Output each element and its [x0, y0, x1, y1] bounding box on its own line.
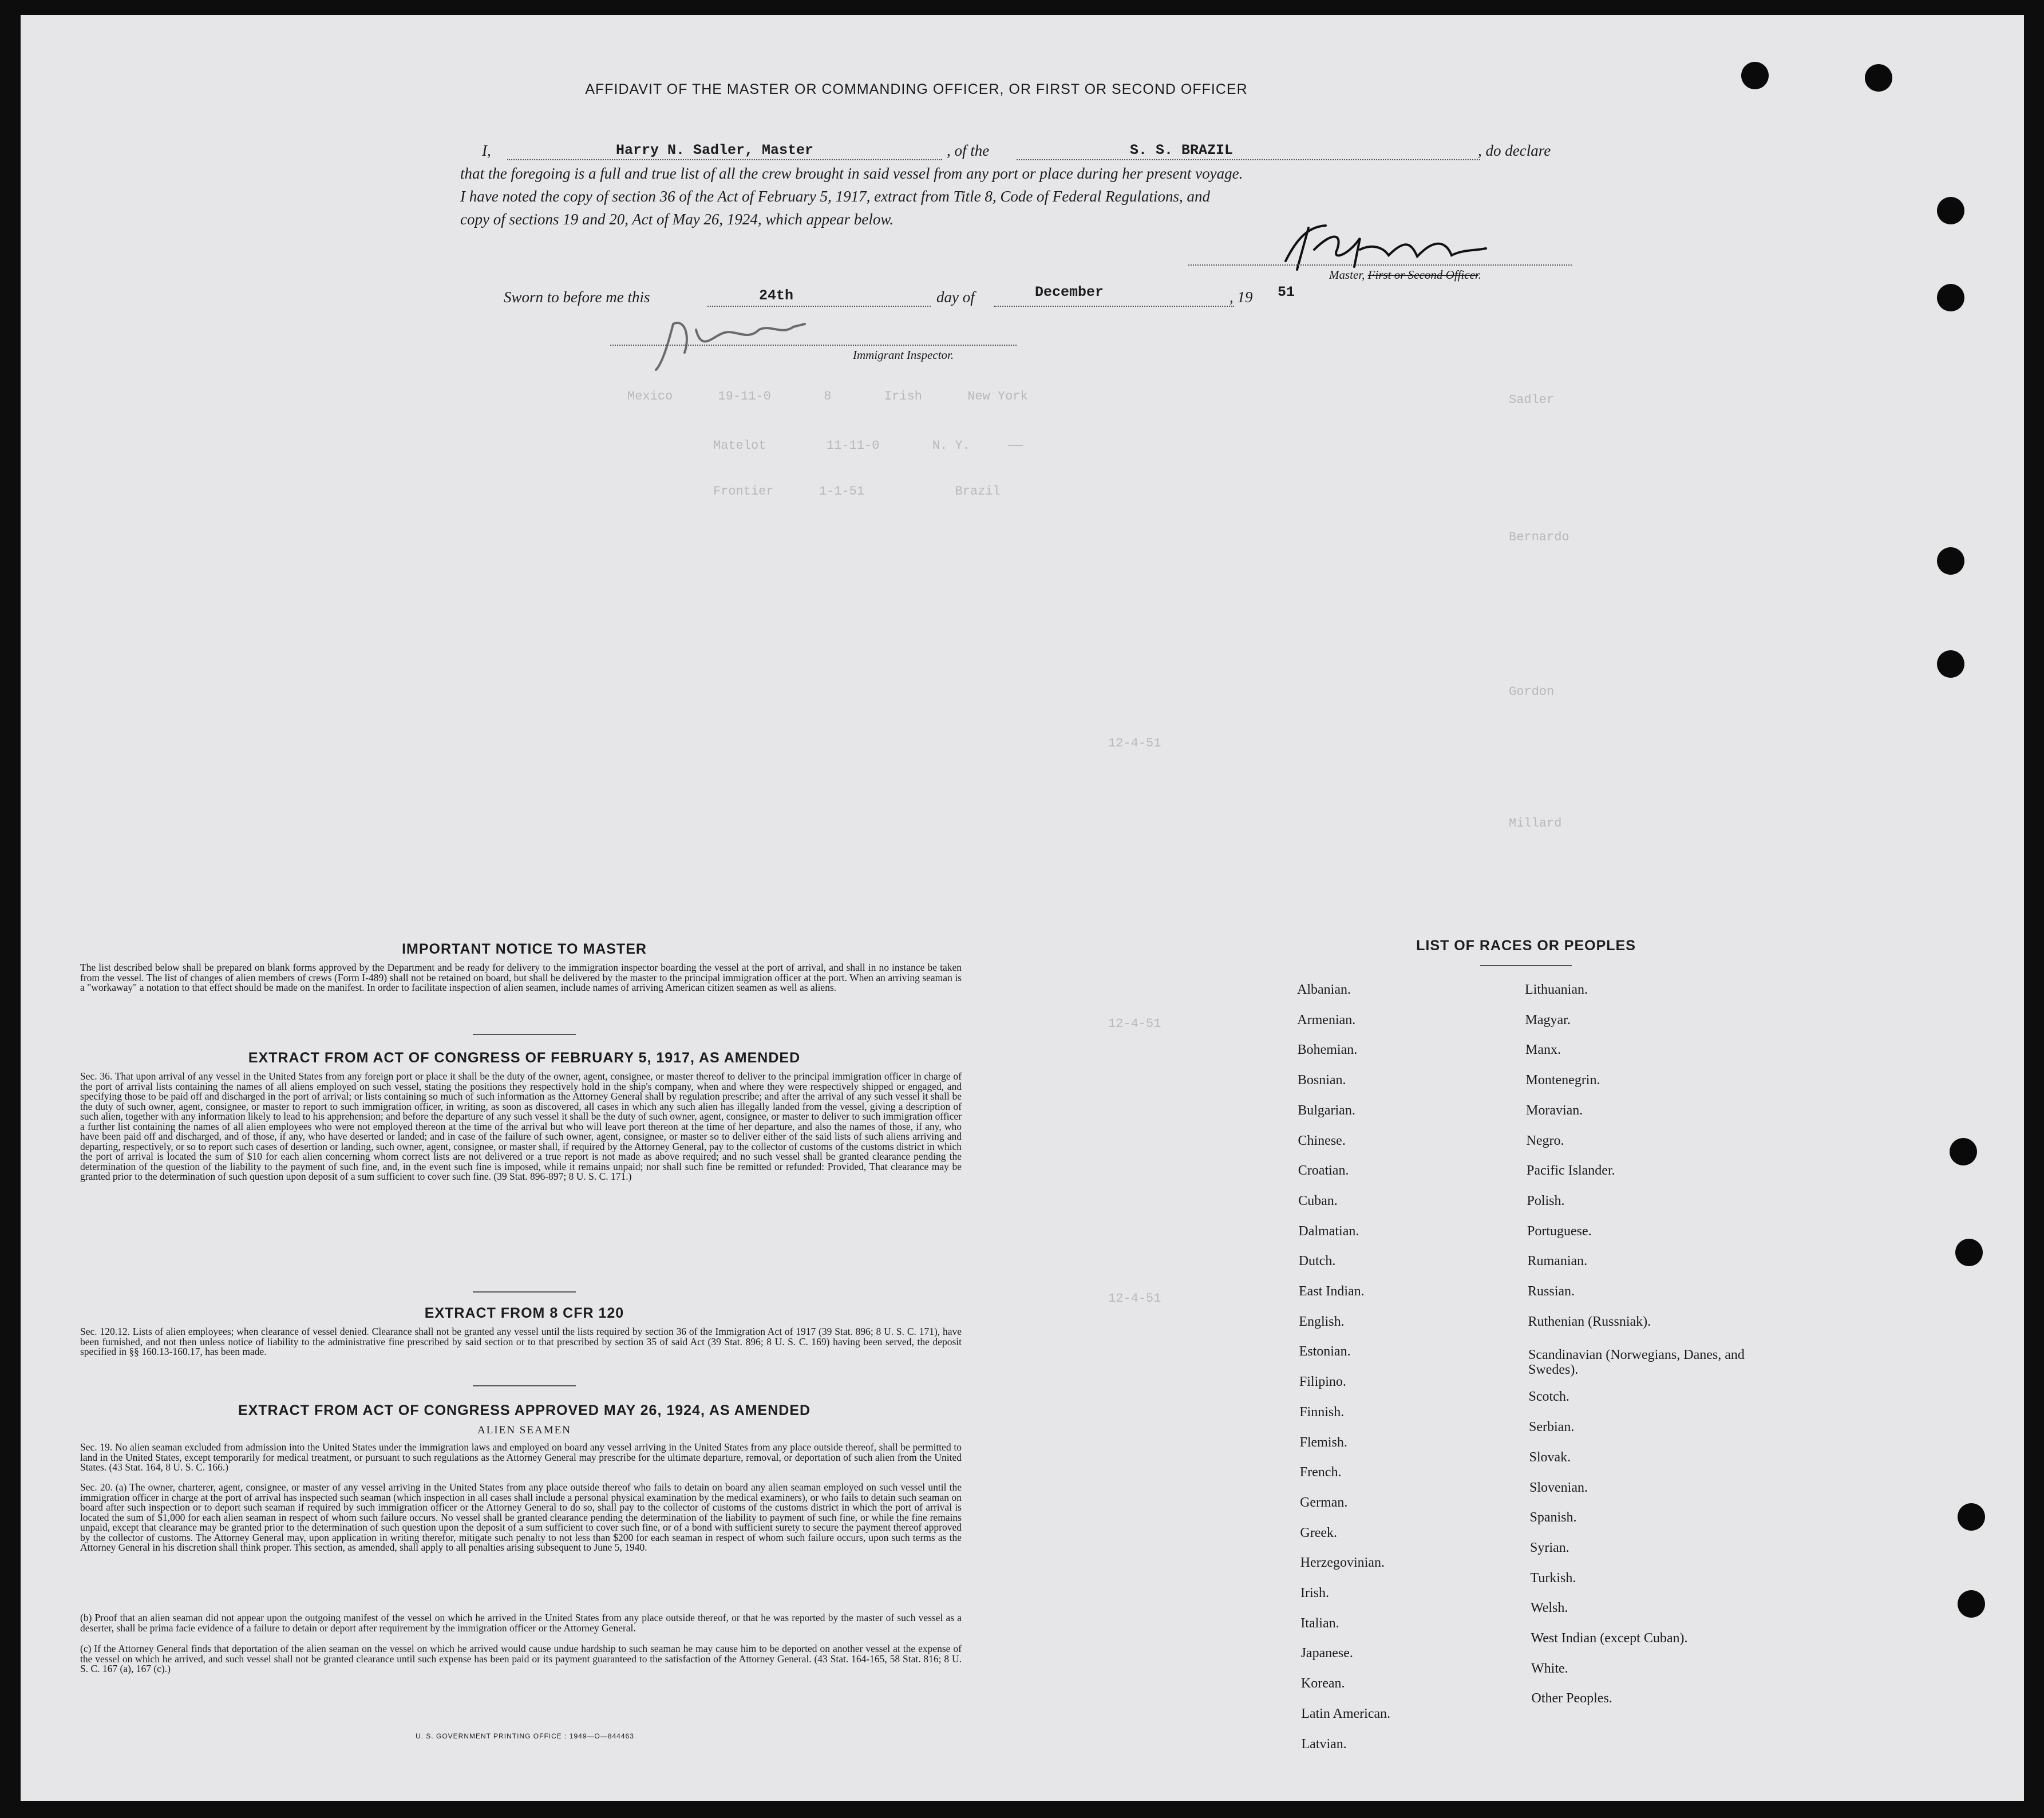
bleed-through-text: Sadler: [1509, 393, 1555, 407]
document-page: [21, 15, 2024, 1801]
race-item: Irish.: [1300, 1586, 1329, 1600]
race-item: Spanish.: [1529, 1510, 1577, 1525]
race-item: Cuban.: [1298, 1193, 1338, 1208]
race-item: Estonian.: [1299, 1344, 1351, 1359]
race-item: English.: [1299, 1314, 1345, 1329]
race-item: Latin American.: [1301, 1706, 1391, 1721]
extract-1924-title: EXTRACT FROM ACT OF CONGRESS APPROVED MAY 26, 1924, AS AMENDED: [238, 1402, 811, 1418]
notice-text: The list described below shall be prepared on blank forms approved by the Department and be ready for delivery to the immigration inspector boarding the vessel at the port of arrival, and shall in no instance be taken from the vessel. The list of changes of alien members of crews (Form I-489) shall not be retained on board, but shall be delivered by the master to the principal immigration officer at the port. When an arriving seaman is a "workaway" a notation to that effect should be made on the manifest. In order to facilitate inspection of alien seamen, include names of arriving American citizen seamen as well as aliens.: [80, 962, 962, 993]
race-item: Lithuanian.: [1525, 982, 1588, 997]
race-item: Portuguese.: [1527, 1223, 1592, 1239]
race-item: Italian.: [1300, 1615, 1339, 1631]
affidavit-heading: AFFIDAVIT OF THE MASTER OR COMMANDING OFFICER, OR FIRST OR SECOND OFFICER: [585, 81, 1248, 97]
sworn-day: 24th: [759, 287, 794, 304]
sworn-label: Sworn to before me this: [504, 288, 650, 306]
sec19-text: Sec. 19. No alien seaman excluded from admission into the United States under the immigration laws and employed on board any vessel arriving in the United States from any place outside thereof, shall be permitted to land in the United States, except temporarily for medical treatment, or pursuant to such regulations as the Attorney General may prescribe for the ultimate departure, removal, or deportation of such alien from the United States. (43 Stat. 164, 8 U. S. C. 166.): [80, 1441, 962, 1473]
affidavit-text-line3: I have noted the copy of section 36 of the Act of February 5, 1917, extract from Title 8, Code of Federal Regulations, and: [460, 188, 1211, 205]
race-item: Magyar.: [1525, 1012, 1571, 1027]
sec20b-text: (b) Proof that an alien seaman did not appear upon the outgoing manifest of the vessel on which he arrived in the United States from any place outside thereof, or that he was reported by the master of such vessel as a deserter, shall be prima facie evidence of a failure to detain or deport after requirement by the immigration officer or the Attorney General.: [80, 1612, 962, 1634]
master-period: .: [1478, 268, 1481, 282]
race-item: Negro.: [1526, 1133, 1564, 1148]
race-item: White.: [1531, 1661, 1568, 1676]
section-divider: [473, 1385, 576, 1386]
race-item: Korean.: [1300, 1676, 1345, 1691]
race-item: Turkish.: [1530, 1570, 1576, 1586]
race-item: Greek.: [1300, 1525, 1338, 1540]
master-title-label: [1329, 268, 1481, 282]
race-item: East Indian.: [1299, 1284, 1365, 1299]
bleed-through-text: 12-4-51: [1108, 1017, 1161, 1031]
race-item: Albanian.: [1297, 982, 1351, 997]
race-item: Russian.: [1528, 1284, 1575, 1299]
bleed-through-text: Gordon: [1509, 685, 1555, 699]
race-item: Chinese.: [1298, 1133, 1346, 1148]
affidavit-text-line2: that the foregoing is a full and true list of all the crew brought in said vessel from any port or place during her present voyage.: [460, 165, 1243, 182]
race-item: Moravian.: [1526, 1102, 1583, 1118]
race-item: Other Peoples.: [1531, 1691, 1612, 1706]
affidavit-text-line4: copy of sections 19 and 20, Act of May 26, 1924, which appear below.: [460, 211, 894, 228]
race-item: Pacific Islander.: [1527, 1163, 1615, 1179]
extract-1917-text: Sec. 36. That upon arrival of any vessel in the United States from any foreign port or place it shall be the duty of the owner, agent, consignee, or master thereof to deliver to the principal immigration officer in charge of the port of arrival lists containing the names of all aliens employed on such vessel, stating the positions they respectively hold in the ship's company, when and where they were respectively shipped or engaged, and specifying those to be paid off and discharged in the port of arrival; or lists containing so much of such information as the Attorney General shall by regulation prescribe; and after the arrival of any such vessel it shall be the duty of such owner, agent, consignee, or master to report to such immigration officer, in writing, as soon as discovered, all cases in which any such alien has illegally landed from the vessel, giving a description of such alien, together with any information likely to lead to his apprehension; and before the departure of any such vessel it shall be the duty of such owner, agent, consignee, or master to deliver to such immigration officer a further list containing the names of all alien employees who were not employed thereon at the time of the arrival but who will leave port thereon at the time of her departure, and also the names of those, if any, who have been paid off and discharged, and of those, if any, who have deserted or landed; and in case of the failure of such owner, agent, consignee, or master so to deliver either of the said lists of such aliens arriving and departing, respectively, or so to report such cases of desertion or landing, such owner, agent, consignee, or master shall, if required by the Attorney General, pay to the collector of customs of the customs district in which the port of arrival is located the sum of $10 for each alien concerning whom correct lists are not delivered or a true report is not made as above required; and no such vessel shall be granted clearance pending the determination of the question of the liability to the payment of such fine, and, in the event such fine is imposed, while it remains unpaid; nor shall such fine be remitted or refunded: Provided, That clearance may be granted prior to the determination of such question upon deposit of a sum sufficient to cover such fine. (39 Stat. 896-897; 8 U. S. C. 171.): [80, 1070, 962, 1182]
vessel-name: S. S. BRAZIL: [1130, 142, 1233, 159]
punch-hole: [1937, 547, 1964, 575]
bleed-through-text: 12-4-51: [1108, 736, 1161, 750]
punch-hole: [1955, 1239, 1983, 1266]
race-item: Finnish.: [1299, 1404, 1345, 1420]
race-item: Croatian.: [1298, 1163, 1349, 1179]
bleed-through-text: Frontier 1-1-51 Brazil: [713, 484, 1001, 499]
race-item: Ruthenian (Russniak).: [1528, 1314, 1651, 1329]
bleed-through-text: Millard: [1509, 816, 1562, 831]
extract-cfr-title: EXTRACT FROM 8 CFR 120: [424, 1305, 624, 1321]
punch-hole: [1865, 64, 1892, 92]
race-item: Manx.: [1525, 1042, 1561, 1058]
race-item: Latvian.: [1301, 1736, 1347, 1752]
extract-cfr-text: Sec. 120.12. Lists of alien employees; when clearance of vessel denied. Clearance shall not be granted any vessel until the lists required by section 36 of the Immigration Act of 1917 (39 Stat. 896; 8 U. S. C. 171), have been furnished, and not then unless notice of liability to the administrative fine prescribed by said section or to that prescribed by section 35 of said Act (39 Stat. 896; 8 U. S. C. 169) having been served, the deposit specified in §§ 160.13-160.17, has been made.: [80, 1326, 962, 1357]
race-item: Welsh.: [1531, 1600, 1568, 1616]
punch-hole: [1950, 1138, 1977, 1165]
punch-hole: [1937, 197, 1964, 224]
race-item: Bohemian.: [1297, 1042, 1358, 1058]
punch-hole: [1937, 650, 1964, 678]
bleed-through-text: Matelot 11-11-0 N. Y. ——: [713, 438, 1023, 453]
race-item: French.: [1299, 1465, 1342, 1480]
inspector-label: Immigrant Inspector.: [853, 348, 954, 362]
sworn-month: December: [1035, 284, 1104, 301]
day-of-label: day of: [936, 288, 975, 306]
race-item: Bosnian.: [1297, 1073, 1346, 1088]
punch-hole: [1958, 1590, 1985, 1618]
struck-officer-label: First or Second Officer: [1367, 268, 1478, 282]
race-item: Rumanian.: [1527, 1254, 1588, 1269]
printer-line: U. S. GOVERNMENT PRINTING OFFICE : 1949—O—844463: [416, 1732, 634, 1740]
bleed-through-text: Mexico 19-11-0 8 Irish New York: [627, 389, 1028, 404]
race-item: Scandinavian (Norwegians, Danes, and Swedes).: [1528, 1347, 1745, 1378]
race-item: Bulgarian.: [1298, 1102, 1355, 1118]
race-item: West Indian (except Cuban).: [1531, 1631, 1688, 1646]
sec20a-text: Sec. 20. (a) The owner, charterer, agent, consignee, or master of any vessel arriving in the United States from any place outside thereof who fails to detain on board any alien seaman employed on such vessel until the immigration officer in charge at the port of arrival has inspected such seaman (which inspection in all cases shall include a personal physical examination by the medical examiners), or who fails to detain such seaman on board after such inspection or to deport such seaman if required by such immigration officer or the Attorney General to do so, shall pay to the collector of customs of the customs district in which the port of arrival is located the sum of $1,000 for each alien seaman in respect of whom such failure occurs. No vessel shall be granted clearance pending the determination of the liability to payment of such fine, or while the fine remains unpaid, except that clearance may be granted prior to the determination of such question upon the deposit of a sum sufficient to cover such fine, or of a bond with sufficient surety to secure the payment thereof approved by the collector of customs. The Attorney General may, upon application in writing therefor, mitigate such penalty to not less than $200 for each seaman in respect of whom such failure occurs, upon such terms as the Attorney General in his discretion shall think proper. This section, as amended, shall apply to all penalties arising subsequent to June 5, 1940.: [80, 1481, 962, 1553]
race-item: Syrian.: [1530, 1540, 1569, 1555]
notice-title: IMPORTANT NOTICE TO MASTER: [402, 941, 647, 957]
race-item: Polish.: [1527, 1193, 1565, 1208]
section-divider: [473, 1291, 576, 1293]
race-item: Dalmatian.: [1298, 1223, 1359, 1239]
bleed-through-text: 12-4-51: [1108, 1291, 1161, 1306]
race-item: Slovenian.: [1529, 1480, 1588, 1495]
declarant-name: Harry N. Sadler, Master: [616, 142, 814, 159]
race-item: Dutch.: [1298, 1254, 1336, 1269]
race-item: Filipino.: [1299, 1374, 1346, 1390]
alien-seamen-subtitle: ALIEN SEAMEN: [477, 1424, 571, 1436]
affidavit-i-label: I,: [482, 142, 491, 159]
race-item: Montenegrin.: [1525, 1073, 1600, 1088]
master-signature-line: [1188, 264, 1572, 266]
sworn-month-line: [994, 306, 1234, 307]
of-the-label: , of the: [947, 142, 990, 159]
race-item: Japanese.: [1300, 1646, 1353, 1661]
section-divider: [473, 1034, 576, 1035]
vessel-field-line: [1017, 159, 1480, 160]
punch-hole: [1958, 1503, 1985, 1531]
punch-hole: [1937, 284, 1964, 311]
races-title-underline: [1480, 965, 1572, 966]
race-item: Armenian.: [1297, 1012, 1356, 1027]
do-declare-label: , do declare: [1478, 142, 1551, 159]
sec20c-text: (c) If the Attorney General finds that deportation of the alien seaman on the vessel on which he arrived would cause undue hardship to such seaman he may cause him to be deported on another vessel at the expense of the vessel on which he arrived, and such vessel shall not be granted clearance until such expense has been paid or its payment guaranteed to the satisfaction of the Attorney General. (43 Stat. 164-165, 58 Stat. 816; 8 U. S. C. 167 (a), 167 (c).): [80, 1643, 962, 1674]
race-item: German.: [1300, 1495, 1348, 1510]
master-label: Master,: [1329, 268, 1365, 282]
sworn-year: 51: [1278, 284, 1295, 301]
inspector-signature-line: [610, 345, 1017, 346]
declarant-field-line: [507, 159, 942, 160]
race-item: Herzegovinian.: [1300, 1555, 1385, 1571]
punch-hole: [1741, 62, 1769, 89]
race-item: Slovak.: [1529, 1449, 1571, 1465]
year-prefix: , 19: [1229, 288, 1253, 306]
bleed-through-text: Bernardo: [1509, 530, 1569, 544]
extract-1917-title: EXTRACT FROM ACT OF CONGRESS OF FEBRUARY 5, 1917, AS AMENDED: [248, 1050, 801, 1066]
races-title: LIST OF RACES OR PEOPLES: [1416, 938, 1636, 954]
inspector-signature: [650, 301, 833, 376]
race-item: Flemish.: [1299, 1434, 1347, 1450]
race-item: Serbian.: [1529, 1420, 1575, 1435]
race-item: Scotch.: [1528, 1389, 1569, 1405]
